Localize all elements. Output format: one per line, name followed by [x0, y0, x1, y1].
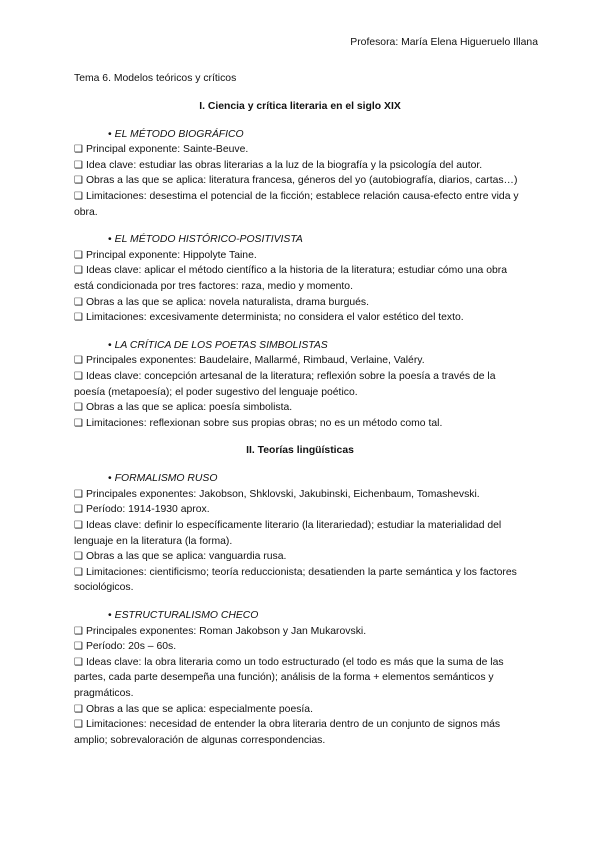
list-item-text: Obras a las que se aplica: poesía simbolista.	[85, 402, 293, 414]
bullet-icon: •	[108, 610, 112, 622]
section-title: II. Teorías lingüísticas	[246, 445, 354, 457]
checkbox-bullet-icon: ❑	[74, 520, 83, 532]
list-item	[74, 173, 526, 189]
checkbox-bullet-icon: ❑	[74, 566, 83, 578]
list-item-text: Principales exponentes: Baudelaire, Mallarmé, Rimbaud, Verlaine, Valéry.	[85, 355, 425, 367]
list-item	[74, 717, 526, 748]
list-item-text: Período: 1914-1930 aprox.	[85, 504, 210, 516]
checkbox-bullet-icon: ❑	[74, 370, 83, 382]
bullet-icon: •	[108, 339, 112, 351]
list-item-text: Idea clave: estudiar las obras literarias a la luz de la biografía y la psicología del autor.	[85, 159, 483, 171]
list-item	[74, 353, 526, 369]
checkbox-bullet-icon: ❑	[74, 551, 83, 563]
list-item	[74, 189, 526, 220]
method-heading	[74, 338, 526, 354]
method-block	[74, 338, 526, 432]
list-item	[74, 310, 526, 326]
bullet-icon: •	[108, 473, 112, 485]
method-heading	[74, 232, 526, 248]
list-item-text: Principales exponentes: Roman Jakobson y Jan Mukarovski.	[85, 625, 367, 637]
header-author: Profesora: María Elena Higueruelo Illana	[350, 37, 538, 48]
method-name: ESTRUCTURALISMO CHECO	[114, 610, 259, 622]
list-item-text: Ideas clave: concepción artesanal de la literatura; reflexión sobre la poesía a través de la poesía (metapoesía); el poder sugestivo del lenguaje poético.	[74, 370, 496, 398]
section-title: I. Ciencia y crítica literaria en el siglo XIX	[199, 100, 401, 112]
list-item-text: Principales exponentes: Jakobson, Shklovski, Jakubinski, Eichenbaum, Tomashevski.	[85, 488, 480, 500]
method-heading	[74, 608, 526, 624]
bullet-icon: •	[108, 234, 112, 246]
list-item	[74, 142, 526, 158]
checkbox-bullet-icon: ❑	[74, 175, 83, 187]
method-heading	[74, 471, 526, 487]
list-item	[74, 369, 526, 400]
bullet-icon: •	[108, 128, 112, 140]
checkbox-bullet-icon: ❑	[74, 641, 83, 653]
checkbox-bullet-icon: ❑	[74, 312, 83, 324]
list-item-text: Limitaciones: desestima el potencial de la ficción; establece relación causa-efecto entre vida y obra.	[74, 190, 519, 218]
checkbox-bullet-icon: ❑	[74, 656, 83, 668]
list-item-text: Obras a las que se aplica: novela naturalista, drama burgués.	[85, 296, 369, 308]
list-item	[74, 518, 526, 549]
document-body	[74, 71, 526, 760]
method-heading	[74, 127, 526, 143]
checkbox-bullet-icon: ❑	[74, 144, 83, 156]
checkbox-bullet-icon: ❑	[74, 265, 83, 277]
list-item-text: Obras a las que se aplica: vanguardia rusa.	[85, 551, 287, 563]
list-item-text: Principal exponente: Hippolyte Taine.	[85, 249, 257, 261]
list-item	[74, 263, 526, 294]
list-item	[74, 158, 526, 174]
method-block	[74, 471, 526, 596]
list-item	[74, 639, 526, 655]
checkbox-bullet-icon: ❑	[74, 159, 83, 171]
list-item-text: Obras a las que se aplica: literatura francesa, géneros del yo (autobiografía, diarios, cartas…)	[85, 175, 518, 187]
list-item-text: Limitaciones: cientificismo; teoría reduccionista; desatienden la parte semántica y los factores sociológicos.	[74, 566, 517, 594]
list-item	[74, 248, 526, 264]
list-item	[74, 549, 526, 565]
list-item	[74, 624, 526, 640]
method-name: EL MÉTODO HISTÓRICO-POSITIVISTA	[114, 234, 303, 246]
list-item	[74, 295, 526, 311]
method-block	[74, 127, 526, 221]
checkbox-bullet-icon: ❑	[74, 719, 83, 731]
method-block	[74, 232, 526, 326]
list-item	[74, 487, 526, 503]
checkbox-bullet-icon: ❑	[74, 249, 83, 261]
checkbox-bullet-icon: ❑	[74, 296, 83, 308]
checkbox-bullet-icon: ❑	[74, 355, 83, 367]
list-item	[74, 416, 526, 432]
list-item	[74, 702, 526, 718]
checkbox-bullet-icon: ❑	[74, 190, 83, 202]
list-item-text: Obras a las que se aplica: especialmente poesía.	[85, 703, 313, 715]
list-item	[74, 400, 526, 416]
checkbox-bullet-icon: ❑	[74, 703, 83, 715]
method-name: LA CRÍTICA DE LOS POETAS SIMBOLISTAS	[114, 339, 328, 351]
list-item-text: Limitaciones: excesivamente determinista; no considera el valor estético del texto.	[85, 312, 464, 324]
list-item	[74, 655, 526, 702]
topic-title: Tema 6. Modelos teóricos y críticos	[74, 73, 237, 84]
method-name: FORMALISMO RUSO	[114, 473, 218, 485]
list-item-text: Principal exponente: Sainte-Beuve.	[85, 144, 249, 156]
list-item-text: Limitaciones: reflexionan sobre sus propias obras; no es un método como tal.	[85, 417, 443, 429]
method-name: EL MÉTODO BIOGRÁFICO	[114, 128, 244, 140]
checkbox-bullet-icon: ❑	[74, 625, 83, 637]
list-item	[74, 565, 526, 596]
checkbox-bullet-icon: ❑	[74, 417, 83, 429]
sections-container	[74, 99, 526, 749]
list-item	[74, 502, 526, 518]
list-item-text: Ideas clave: definir lo específicamente literario (la literariedad); estudiar la materialidad del lenguaje en la literatura (la forma).	[74, 520, 502, 547]
list-item-text: Limitaciones: necesidad de entender la obra literaria dentro de un conjunto de signos más amplio; sobrevaloración de algunas correspondencias.	[74, 719, 501, 746]
checkbox-bullet-icon: ❑	[74, 488, 83, 500]
list-item-text: Ideas clave: la obra literaria como un todo estructurado (el todo es más que la suma de las partes, cada parte desempeña una función); análisis de la forma + elementos semánticos y pragmáticos.	[74, 656, 504, 699]
list-item-text: Ideas clave: aplicar el método científico a la historia de la literatura; estudiar cómo una obra está condicionada por tres factores: raza, medio y momento.	[74, 265, 508, 292]
method-block	[74, 608, 526, 748]
checkbox-bullet-icon: ❑	[74, 402, 83, 414]
list-item-text: Período: 20s – 60s.	[85, 641, 177, 653]
checkbox-bullet-icon: ❑	[74, 504, 83, 516]
